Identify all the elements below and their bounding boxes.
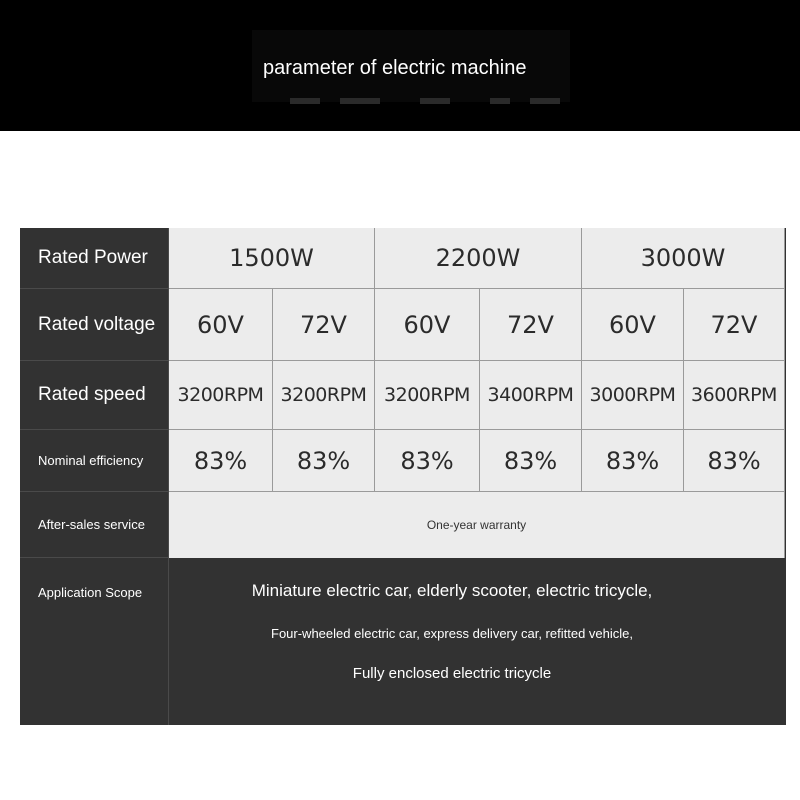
voltage-cell: 72V (273, 289, 375, 361)
application-line-1: Miniature electric car, elderly scooter, electric tricycle, (251, 581, 653, 600)
speed-cell: 3200RPM (375, 361, 480, 430)
label-rated-power: Rated Power (20, 228, 169, 289)
label-application-scope: Application Scope (20, 558, 169, 725)
efficiency-cell: 83% (169, 430, 273, 492)
spec-table (20, 228, 786, 725)
voltage-cell: 72V (480, 289, 582, 361)
banner-decoration (420, 98, 450, 104)
speed-cell: 3200RPM (169, 361, 273, 430)
efficiency-cell: 83% (375, 430, 480, 492)
label-rated-voltage: Rated voltage (20, 289, 169, 361)
spec-grid (169, 228, 785, 558)
banner-decoration (530, 98, 560, 104)
application-line-2: Four-wheeled electric car, express delivery car, refitted vehicle, (271, 626, 633, 641)
header-banner (0, 0, 800, 131)
speed-cell: 3200RPM (273, 361, 375, 430)
application-line-3: Fully enclosed electric tricycle (352, 665, 552, 682)
efficiency-cell: 83% (582, 430, 684, 492)
power-cell-1500w: 1500W (169, 228, 375, 289)
banner-title: parameter of electric machine (263, 57, 527, 79)
warranty-cell: One-year warranty (169, 492, 785, 558)
banner-decoration (340, 98, 380, 104)
label-after-sales-service: After-sales service (20, 492, 169, 558)
label-rated-speed: Rated speed (20, 361, 169, 430)
voltage-cell: 60V (582, 289, 684, 361)
voltage-cell: 60V (169, 289, 273, 361)
label-nominal-efficiency: Nominal efficiency (20, 430, 169, 492)
voltage-cell: 72V (684, 289, 785, 361)
power-cell-3000w: 3000W (582, 228, 785, 289)
efficiency-cell: 83% (273, 430, 375, 492)
banner-decoration (490, 98, 510, 104)
efficiency-cell: 83% (684, 430, 785, 492)
speed-cell: 3600RPM (684, 361, 785, 430)
banner-decoration (290, 98, 320, 104)
power-cell-2200w: 2200W (375, 228, 582, 289)
speed-cell: 3000RPM (582, 361, 684, 430)
speed-cell: 3400RPM (480, 361, 582, 430)
efficiency-cell: 83% (480, 430, 582, 492)
voltage-cell: 60V (375, 289, 480, 361)
